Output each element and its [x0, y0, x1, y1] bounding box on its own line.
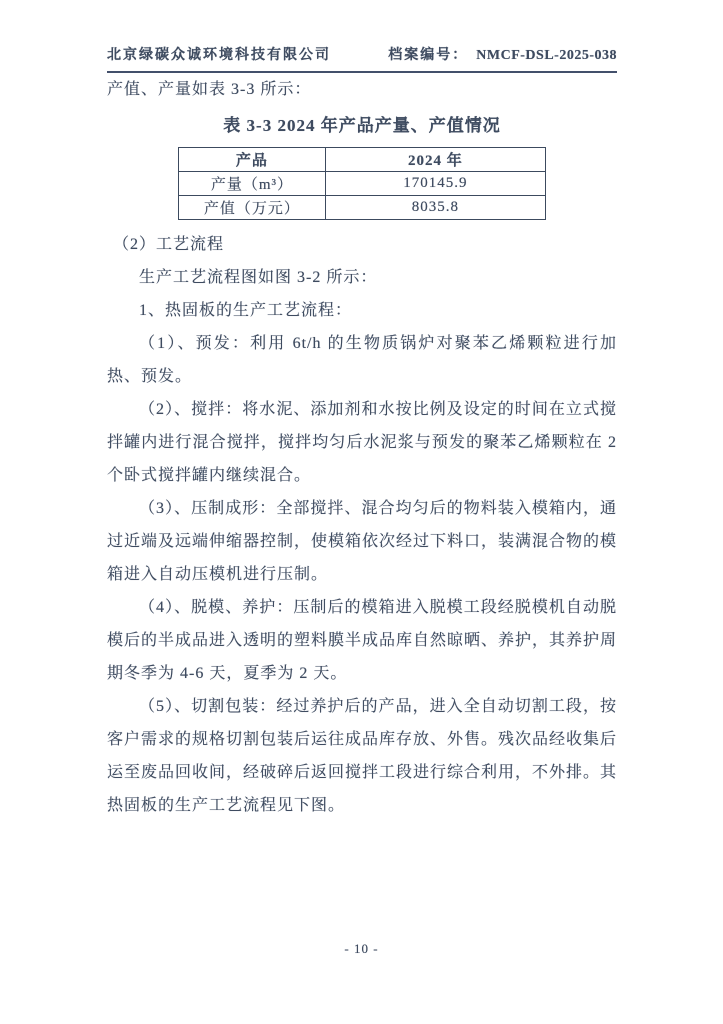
table-row-value	[179, 196, 546, 220]
document-body	[107, 73, 617, 822]
table-row-output	[179, 172, 546, 196]
section-heading-process-flow: （2）工艺流程	[113, 236, 225, 253]
table-header-product: 产品	[179, 148, 326, 172]
table-cell-output-value: 170145.9	[325, 172, 545, 196]
table-cell-value-value: 8035.8	[325, 196, 545, 220]
table-title: 表 3-3 2024 年产品产量、产值情况	[223, 116, 501, 135]
paragraph-step-5-cutting-packing: （5）、切割包装：经过养护后的产品，进入全自动切割工段，按客户需求的规格切割包装后运往成品库存放、外售。残次品经收集后运至废品回收间，经破碎后返回搅拌工段进行综合利用，不外排。其热固板的生产工艺流程见下图。	[107, 698, 618, 814]
product-output-table	[178, 147, 546, 220]
company-name: 北京绿碳众诚环境科技有限公司	[107, 48, 331, 63]
page-number: - 10 -	[344, 941, 379, 956]
table-header-row	[179, 148, 546, 172]
archive-label: 档案编号：	[388, 48, 469, 63]
paragraph-flow-figure-ref: 生产工艺流程图如图 3-2 所示：	[139, 269, 378, 286]
archive-number	[388, 44, 617, 64]
table-header-year: 2024 年	[325, 148, 545, 172]
paragraph-board-process-title: 1、热固板的生产工艺流程：	[139, 302, 353, 319]
page-header	[107, 44, 617, 73]
paragraph-step-2-mixing: （2）、搅拌：将水泥、添加剂和水按比例及设定的时间在立式搅拌罐内进行混合搅拌，搅拌均匀后水泥浆与预发的聚苯乙烯颗粒在 2 个卧式搅拌罐内继续混合。	[107, 401, 617, 484]
intro-paragraph: 产值、产量如表 3-3 所示：	[107, 81, 312, 98]
page-footer	[0, 941, 723, 957]
table-cell-output-label: 产量（m³）	[179, 172, 326, 196]
paragraph-step-4-demolding-curing: （4）、脱模、养护：压制后的模箱进入脱模工段经脱模机自动脱模后的半成品进入透明的塑料膜半成品库自然晾晒、养护，其养护周期冬季为 4-6 天，夏季为 2 天。	[107, 599, 618, 682]
paragraph-step-3-pressing: （3）、压制成形：全部搅拌、混合均匀后的物料装入模箱内，通过近端及远端伸缩器控制，使模箱依次经过下料口，装满混合物的模箱进入自动压模机进行压制。	[107, 500, 618, 583]
archive-value: NMCF-DSL-2025-038	[476, 48, 617, 63]
paragraph-step-1-prefoaming: （1）、预发：利用 6t/h 的生物质锅炉对聚苯乙烯颗粒进行加热、预发。	[107, 335, 617, 385]
table-cell-value-label: 产值（万元）	[179, 196, 326, 220]
